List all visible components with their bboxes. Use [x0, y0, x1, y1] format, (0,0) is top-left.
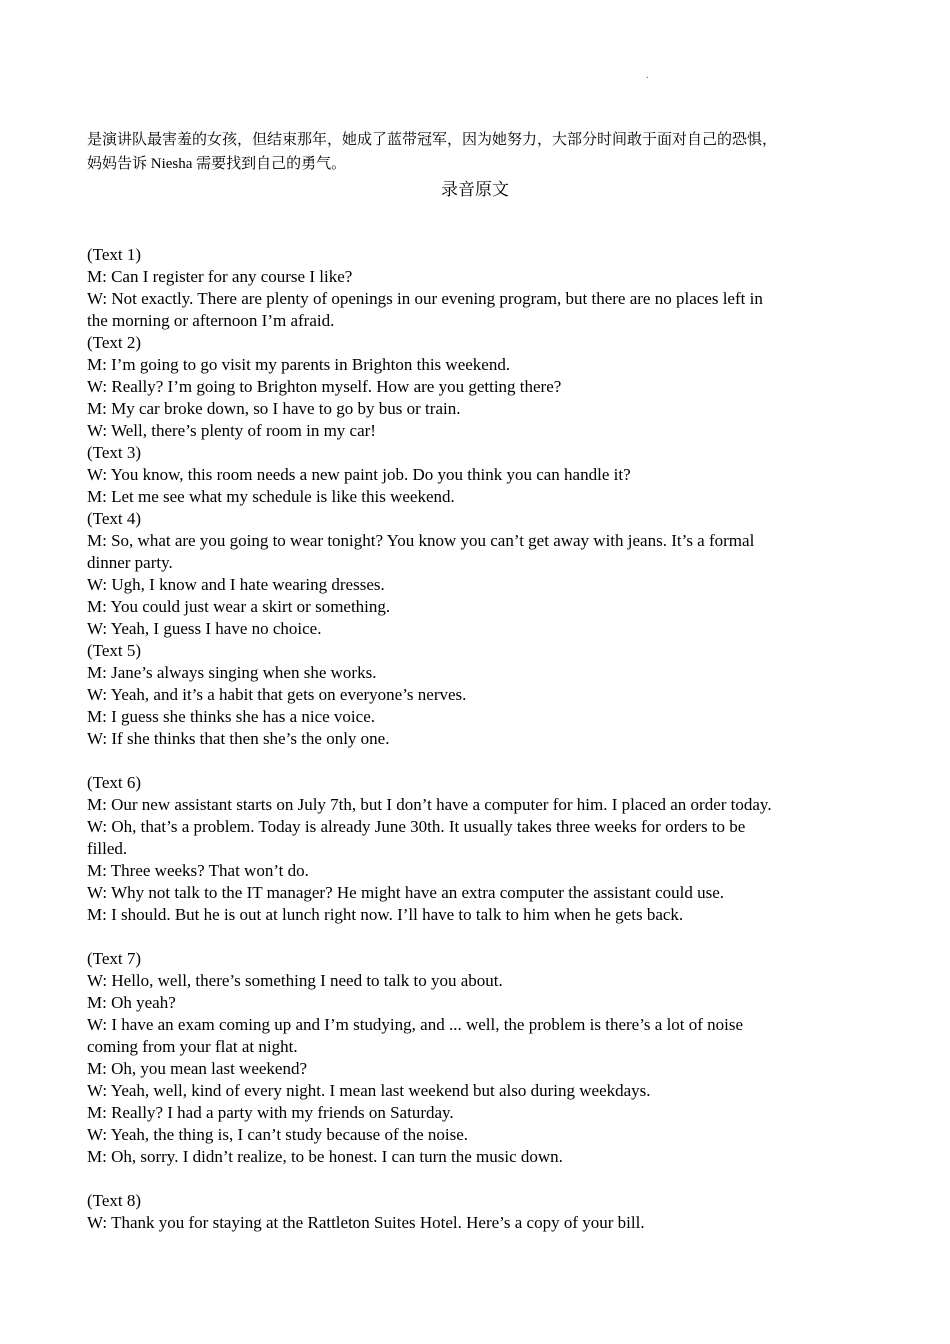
transcript-heading: 录音原文	[441, 180, 509, 199]
transcript-body	[87, 222, 877, 1234]
transcript-line: (Text 2)	[87, 333, 142, 352]
transcript-line: W: Not exactly. There are plenty of openings in our evening program, but there are no places left in	[87, 289, 763, 308]
transcript-line: M: I guess she thinks she has a nice voice.	[87, 707, 375, 726]
transcript-line: W: Well, there’s plenty of room in my car!	[87, 421, 376, 440]
transcript-line: W: Yeah, I guess I have no choice.	[87, 619, 322, 638]
transcript-line: W: Hello, well, there’s something I need to talk to you about.	[87, 971, 503, 990]
blank-line	[87, 750, 877, 772]
transcript-line: dinner party.	[87, 553, 173, 572]
transcript-line: W: Oh, that’s a problem. Today is already June 30th. It usually takes three weeks for orders to be	[87, 817, 746, 836]
transcript-line: M: I’m going to go visit my parents in Brighton this weekend.	[87, 355, 511, 374]
blank-line	[87, 222, 877, 244]
transcript-line: M: Jane’s always singing when she works.	[87, 663, 377, 682]
transcript-line: W: Yeah, and it’s a habit that gets on everyone’s nerves.	[87, 685, 467, 704]
transcript-line: M: Can I register for any course I like?	[87, 267, 353, 286]
intro-line: 妈妈告诉 Niesha 需要找到自己的勇气。	[87, 156, 347, 172]
transcript-line: M: Really? I had a party with my friends on Saturday.	[87, 1103, 454, 1122]
transcript-line: W: Ugh, I know and I hate wearing dresses.	[87, 575, 385, 594]
transcript-line: W: I have an exam coming up and I’m studying, and ... well, the problem is there’s a lot of noise	[87, 1015, 744, 1034]
transcript-line: (Text 7)	[87, 949, 142, 968]
transcript-line: W: Really? I’m going to Brighton myself. How are you getting there?	[87, 377, 562, 396]
transcript-line: W: You know, this room needs a new paint job. Do you think you can handle it?	[87, 465, 631, 484]
transcript-line: filled.	[87, 839, 128, 858]
intro-line: 是演讲队最害羞的女孩，但结束那年，她成了蓝带冠军，因为她努力，大部分时间敢于面对自己的恐惧，	[87, 132, 778, 148]
transcript-line: M: I should. But he is out at lunch right now. I’ll have to talk to him when he gets back.	[87, 905, 684, 924]
transcript-line: (Text 5)	[87, 641, 142, 660]
transcript-line: W: Yeah, well, kind of every night. I mean last weekend but also during weekdays.	[87, 1081, 651, 1100]
transcript-line: M: Our new assistant starts on July 7th, but I don’t have a computer for him. I placed an order today.	[87, 795, 772, 814]
transcript-line: coming from your flat at night.	[87, 1037, 298, 1056]
transcript-line: (Text 4)	[87, 509, 142, 528]
transcript-line: (Text 3)	[87, 443, 142, 462]
intro-paragraph	[87, 128, 867, 176]
transcript-line: M: Oh yeah?	[87, 993, 176, 1012]
transcript-line: (Text 6)	[87, 773, 142, 792]
transcript-line: M: You could just wear a skirt or something.	[87, 597, 391, 616]
transcript-line: M: Oh, sorry. I didn’t realize, to be honest. I can turn the music down.	[87, 1147, 563, 1166]
transcript-line: W: Yeah, the thing is, I can’t study because of the noise.	[87, 1125, 469, 1144]
transcript-line: (Text 8)	[87, 1191, 142, 1210]
page-mark: .	[646, 70, 649, 81]
transcript-line: W: If she thinks that then she’s the only one.	[87, 729, 390, 748]
transcript-line: W: Why not talk to the IT manager? He might have an extra computer the assistant could use.	[87, 883, 724, 902]
transcript-line: M: My car broke down, so I have to go by bus or train.	[87, 399, 461, 418]
transcript-line: M: Three weeks? That won’t do.	[87, 861, 309, 880]
transcript-line: M: So, what are you going to wear tonight? You know you can’t get away with jeans. It’s a formal	[87, 531, 755, 550]
transcript-line: the morning or afternoon I’m afraid.	[87, 311, 335, 330]
transcript-line: M: Let me see what my schedule is like this weekend.	[87, 487, 455, 506]
transcript-line: M: Oh, you mean last weekend?	[87, 1059, 307, 1078]
blank-line	[87, 926, 877, 948]
blank-line	[87, 1168, 877, 1190]
transcript-line: W: Thank you for staying at the Rattleton Suites Hotel. Here’s a copy of your bill.	[87, 1213, 645, 1232]
transcript-line: (Text 1)	[87, 245, 142, 264]
